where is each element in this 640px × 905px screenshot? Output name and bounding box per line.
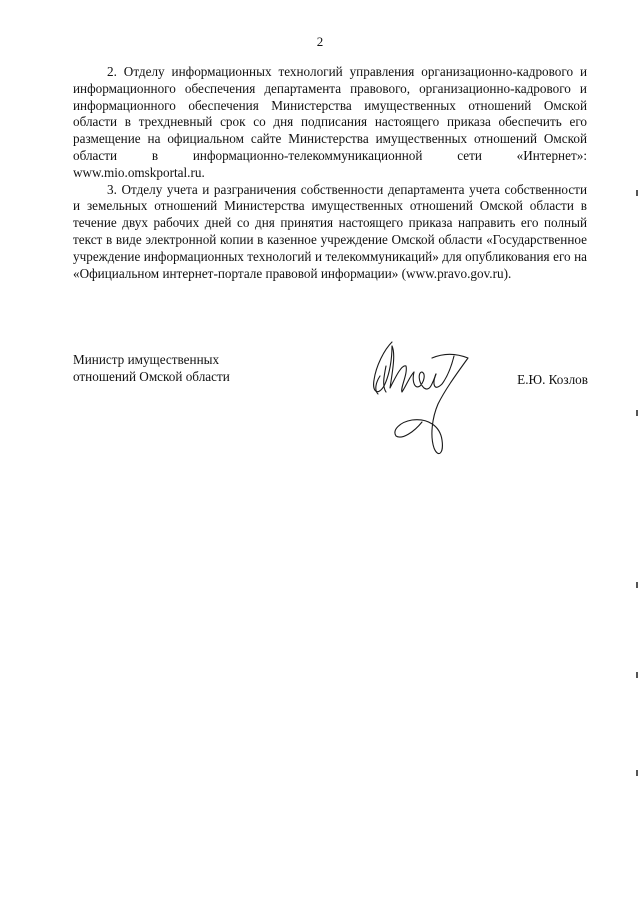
document-body — [73, 64, 587, 282]
signer-position-line-1: Министр имущественных — [73, 352, 220, 367]
edge-mark — [636, 672, 638, 678]
handwritten-signature — [362, 336, 482, 462]
edge-mark — [636, 770, 638, 776]
page-number: 2 — [316, 34, 324, 49]
edge-mark — [636, 190, 638, 196]
edge-mark — [636, 410, 638, 416]
signer-position — [73, 351, 230, 385]
signer-position-line-2: отношений Омской области — [73, 369, 230, 384]
paragraph-3: 3. Отделу учета и разграничения собственности департамента учета собственности и земельных отношений Министерства имущественных отношений Омской области в течение двух рабочих дней со дня принятия настоящего приказа направить его полный текст в виде электронной копии в казенное учреждение Омской области «Государственное учреждение информационных технологий и телекоммуникаций» для опубликования его на «Официальном интернет-портале правовой информации» (www.pravo.gov.ru). — [73, 181, 587, 281]
signer-name: Е.Ю. Козлов — [517, 372, 588, 387]
edge-mark — [636, 582, 638, 588]
paragraph-2: 2. Отделу информационных технологий управления организационно-кадрового и информационного обеспечения департамента правового, организационно-кадрового и информационного обеспечения Министерства имущественных отношений Омской области в трехдневный срок со дня подписания настоящего приказа обеспечить его размещение на официальном сайте Министерства имущественных отношений Омской области в информационно-телекоммуникационной сети «Интернет»: www.mio.omskportal.ru. — [73, 64, 587, 180]
